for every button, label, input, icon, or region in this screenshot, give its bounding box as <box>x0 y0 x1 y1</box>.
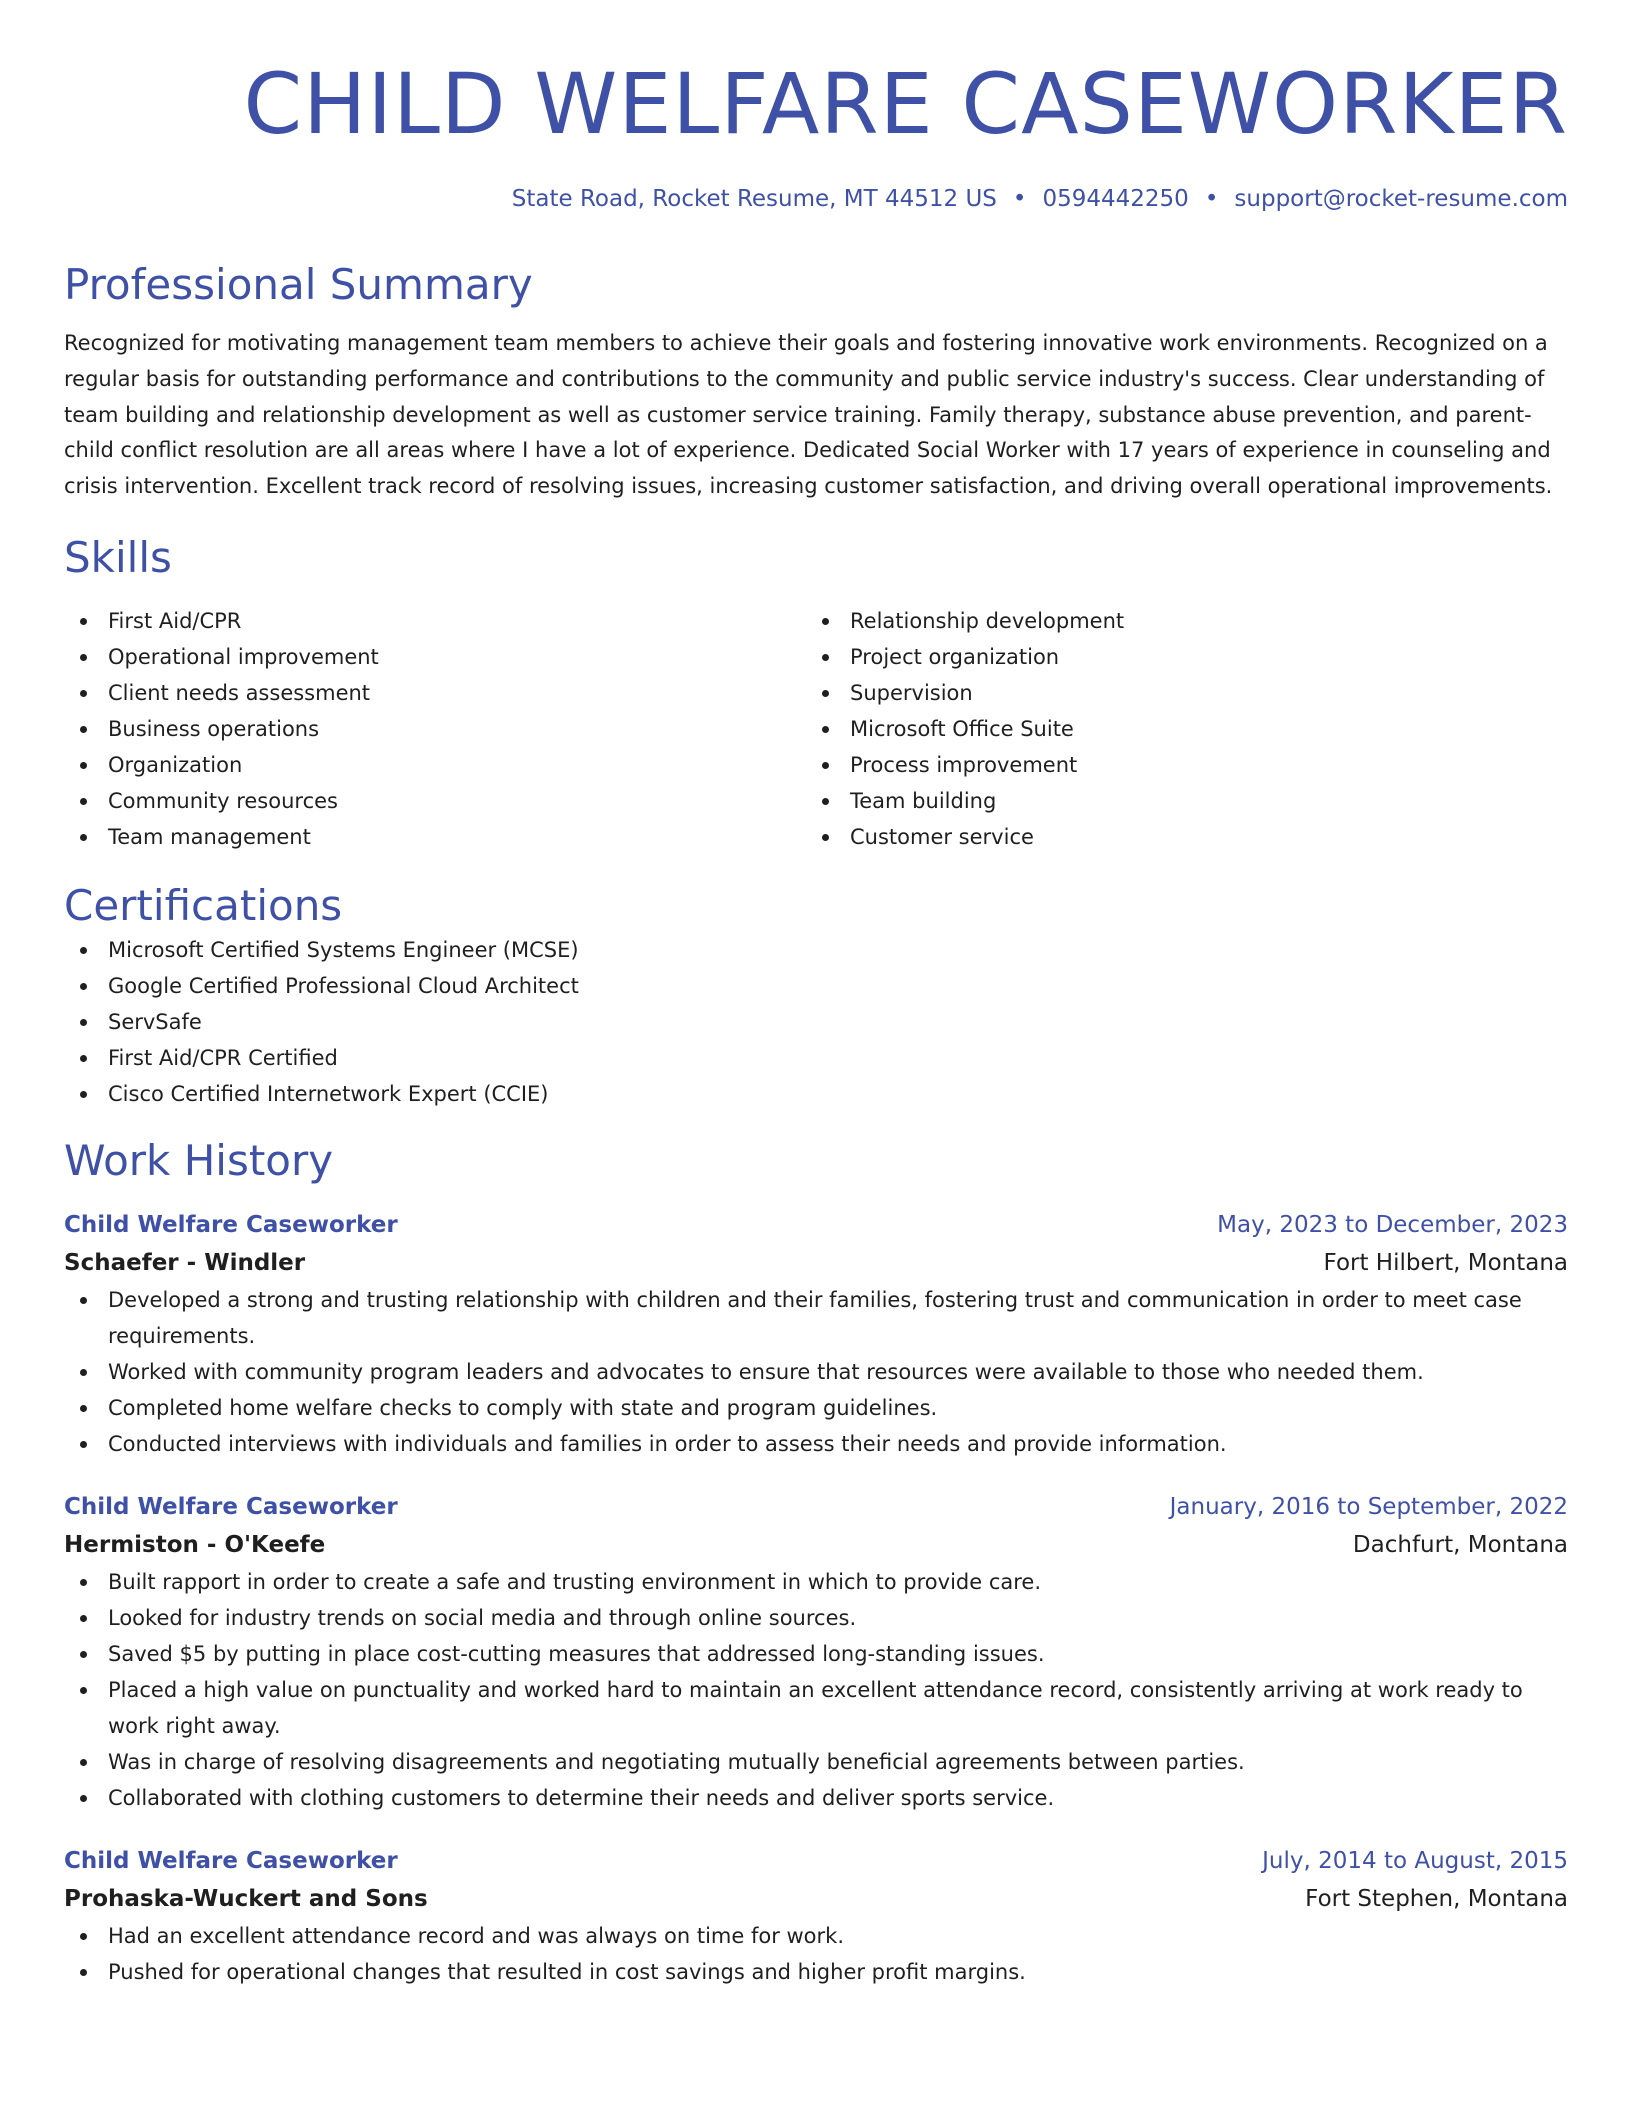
job-dates: May, 2023 to December, 2023 <box>1217 1212 1568 1239</box>
skills-left-list <box>64 603 806 855</box>
contact-separator: • <box>1012 186 1027 212</box>
job-bullet: Was in charge of resolving disagreements and negotiating mutually beneficial agreements between parties. <box>64 1744 1568 1780</box>
skills-heading: Skills <box>64 532 172 582</box>
contact-line <box>64 186 1568 214</box>
job-bullet: Worked with community program leaders and advocates to ensure that resources were available to those who needed them. <box>64 1354 1568 1390</box>
contact-address: State Road, Rocket Resume, MT 44512 US <box>511 186 997 212</box>
work-history-heading: Work History <box>64 1135 334 1185</box>
job-bullet: Saved $5 by putting in place cost-cutting measures that addressed long-standing issues. <box>64 1636 1568 1672</box>
job-bullet: Pushed for operational changes that resulted in cost savings and higher profit margins. <box>64 1954 1568 1990</box>
job-entry <box>64 1488 1568 1816</box>
job-employer-row <box>64 1244 1568 1282</box>
skill-item: Customer service <box>806 819 1548 855</box>
skill-item: Operational improvement <box>64 639 806 675</box>
certification-item: ServSafe <box>64 1004 1568 1040</box>
skill-item: Process improvement <box>806 747 1548 783</box>
skill-item: Organization <box>64 747 806 783</box>
job-entry <box>64 1206 1568 1462</box>
summary-heading: Professional Summary <box>64 259 533 309</box>
certification-item: First Aid/CPR Certified <box>64 1040 1568 1076</box>
job-bullet: Developed a strong and trusting relationship with children and their families, fostering trust and communication in order to meet case requirements. <box>64 1282 1568 1354</box>
job-location: Fort Hilbert, Montana <box>1323 1250 1568 1277</box>
certification-item: Microsoft Certified Systems Engineer (MCSE) <box>64 932 1568 968</box>
job-company: Prohaska-Wuckert and Sons <box>64 1886 428 1913</box>
job-employer-row <box>64 1526 1568 1564</box>
job-bullet: Built rapport in order to create a safe and trusting environment in which to provide care. <box>64 1564 1568 1600</box>
job-title: Child Welfare Caseworker <box>64 1212 398 1239</box>
skill-item: First Aid/CPR <box>64 603 806 639</box>
skills-right-list <box>806 603 1548 855</box>
job-title: Child Welfare Caseworker <box>64 1494 398 1521</box>
job-company: Schaefer - Windler <box>64 1250 306 1277</box>
job-bullet: Completed home welfare checks to comply with state and program guidelines. <box>64 1390 1568 1426</box>
job-bullet: Placed a high value on punctuality and worked hard to maintain an excellent attendance record, consistently arriving at work ready to work right away. <box>64 1672 1568 1744</box>
resume-name: CHILD WELFARE CASEWORKER <box>243 55 1568 153</box>
job-entry <box>64 1842 1568 1990</box>
skill-item: Team building <box>806 783 1548 819</box>
skills-left-column <box>64 603 806 855</box>
job-bullets <box>64 1282 1568 1462</box>
job-bullet: Had an excellent attendance record and was always on time for work. <box>64 1918 1568 1954</box>
skill-item: Relationship development <box>806 603 1548 639</box>
job-company: Hermiston - O'Keefe <box>64 1532 326 1559</box>
certification-item: Google Certified Professional Cloud Architect <box>64 968 1568 1004</box>
skill-item: Microsoft Office Suite <box>806 711 1548 747</box>
contact-separator: • <box>1204 186 1219 212</box>
skill-item: Team management <box>64 819 806 855</box>
job-title: Child Welfare Caseworker <box>64 1848 398 1875</box>
summary-text: Recognized for motivating management team members to achieve their goals and fostering innovative work environments. Recognized on a regular basis for outstanding performance and contributions to the community and public service industry's success. Clear understanding of team building and relationship development as well as customer service training. Family therapy, substance abuse prevention, and parent-child conflict resolution are all areas where I have a lot of experience. Dedicated Social Worker with 17 years of experience in counseling and crisis intervention. Excellent track record of resolving issues, increasing customer satisfaction, and driving overall operational improvements. <box>64 330 1553 499</box>
job-bullet: Conducted interviews with individuals and families in order to assess their needs and provide information. <box>64 1426 1568 1462</box>
contact-email[interactable]: support@rocket-resume.com <box>1234 186 1568 212</box>
job-location: Dachfurt, Montana <box>1352 1532 1568 1559</box>
job-dates: July, 2014 to August, 2015 <box>1262 1848 1568 1875</box>
skills-columns <box>64 603 1568 855</box>
job-location: Fort Stephen, Montana <box>1305 1886 1568 1913</box>
job-header-row <box>64 1488 1568 1526</box>
skill-item: Project organization <box>806 639 1548 675</box>
skills-right-column <box>806 603 1548 855</box>
certifications-list <box>64 932 1568 1112</box>
skill-item: Client needs assessment <box>64 675 806 711</box>
job-dates: January, 2016 to September, 2022 <box>1169 1494 1568 1521</box>
job-bullet: Collaborated with clothing customers to determine their needs and deliver sports service. <box>64 1780 1568 1816</box>
job-header-row <box>64 1206 1568 1244</box>
job-header-row <box>64 1842 1568 1880</box>
job-bullets <box>64 1918 1568 1990</box>
job-bullet: Looked for industry trends on social media and through online sources. <box>64 1600 1568 1636</box>
skill-item: Supervision <box>806 675 1548 711</box>
certifications-heading: Certifications <box>64 881 343 931</box>
certification-item: Cisco Certified Internetwork Expert (CCIE) <box>64 1076 1568 1112</box>
skill-item: Business operations <box>64 711 806 747</box>
contact-phone: 0594442250 <box>1042 186 1189 212</box>
job-employer-row <box>64 1880 1568 1918</box>
job-bullets <box>64 1564 1568 1816</box>
skill-item: Community resources <box>64 783 806 819</box>
